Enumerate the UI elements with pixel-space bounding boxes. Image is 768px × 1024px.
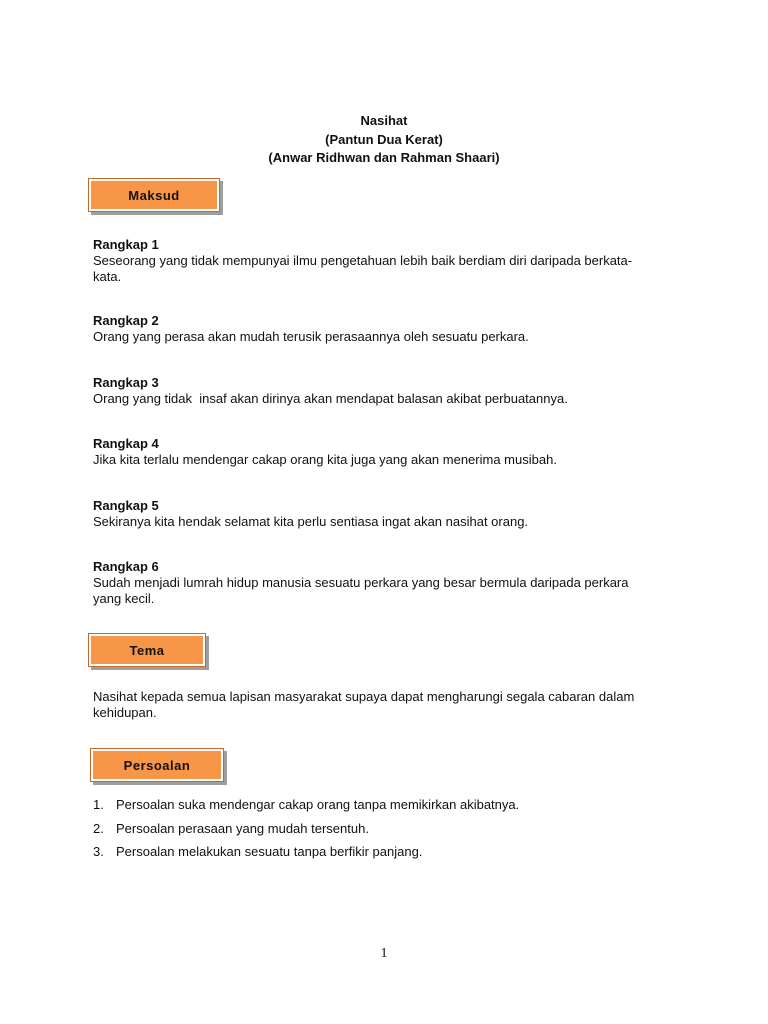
maksud-section-label: Maksud — [88, 178, 220, 212]
list-item-number: 3. — [93, 844, 104, 859]
list-item — [93, 844, 653, 868]
stanza-heading: Rangkap 2 — [93, 313, 159, 328]
stanza-block — [93, 436, 653, 468]
tema-section-label: Tema — [88, 633, 206, 667]
list-item-number: 1. — [93, 797, 104, 812]
stanza-heading: Rangkap 1 — [93, 237, 159, 252]
stanza-meaning: Sudah menjadi lumrah hidup manusia sesuatu perkara yang besar bermula daripada perkara yang kecil. — [93, 575, 629, 606]
stanza-heading: Rangkap 4 — [93, 436, 159, 451]
stanza-block — [93, 313, 653, 345]
persoalan-list — [93, 797, 653, 868]
stanza-block — [93, 498, 653, 530]
document-header — [0, 112, 768, 168]
tema-text: Nasihat kepada semua lapisan masyarakat supaya dapat mengharungi segala cabaran dalam kehidupan. — [93, 689, 635, 720]
stanza-block — [93, 375, 653, 407]
page-number: 1 — [380, 946, 388, 961]
page-subtitle: (Pantun Dua Kerat) — [325, 131, 443, 147]
stanza-meaning: Sekiranya kita hendak selamat kita perlu sentiasa ingat akan nasihat orang. — [93, 514, 529, 529]
stanza-meaning: Seseorang yang tidak mempunyai ilmu pengetahuan lebih baik berdiam diri daripada berkata-kata. — [93, 253, 633, 284]
list-item-text: Persoalan melakukan sesuatu tanpa berfikir panjang. — [116, 844, 423, 859]
stanza-meaning: Jika kita terlalu mendengar cakap orang kita juga yang akan menerima musibah. — [93, 452, 557, 467]
list-item — [93, 821, 653, 845]
list-item-text: Persoalan perasaan yang mudah tersentuh. — [116, 820, 369, 836]
stanza-heading: Rangkap 3 — [93, 375, 159, 390]
list-item-number: 2. — [93, 820, 104, 836]
stanza-block — [93, 237, 653, 285]
stanza-meaning: Orang yang tidak insaf akan dirinya akan mendapat balasan akibat perbuatannya. — [93, 391, 568, 406]
stanza-meaning: Orang yang perasa akan mudah terusik perasaannya oleh sesuatu perkara. — [93, 329, 529, 344]
persoalan-section-label: Persoalan — [90, 748, 224, 782]
page-authors: (Anwar Ridhwan dan Rahman Shaari) — [268, 150, 500, 165]
list-item-text: Persoalan suka mendengar cakap orang tanpa memikirkan akibatnya. — [116, 797, 520, 812]
page-title: Nasihat — [360, 113, 408, 128]
stanza-heading: Rangkap 6 — [93, 559, 159, 574]
stanza-block — [93, 559, 653, 607]
stanza-heading: Rangkap 5 — [93, 498, 159, 513]
list-item — [93, 797, 653, 821]
